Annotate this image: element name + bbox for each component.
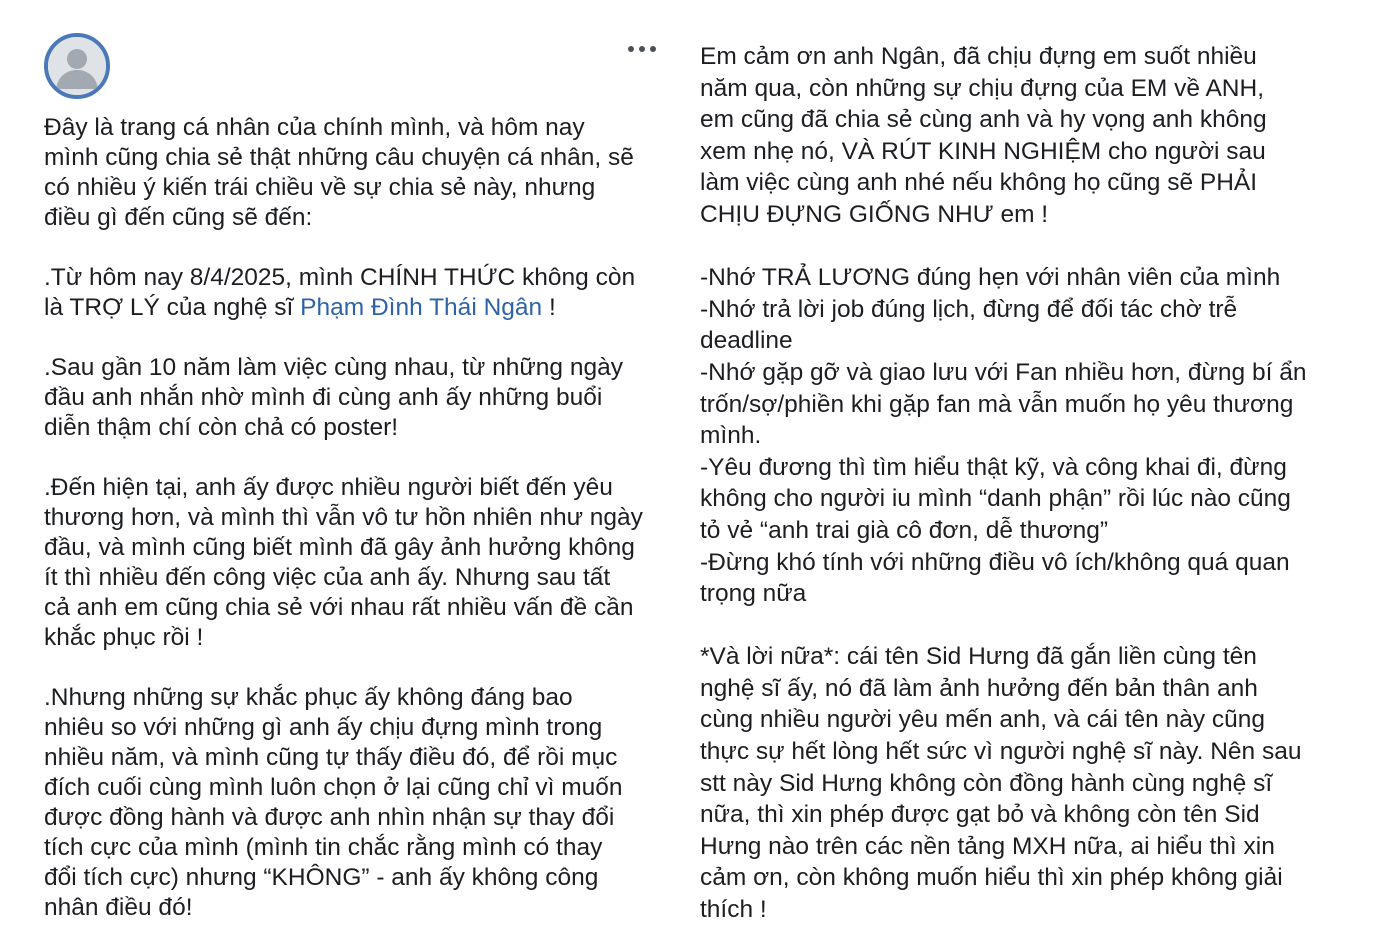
text-line: .Từ hôm nay 8/4/2025, mình CHÍNH THỨC không còn [44,264,636,291]
profile-mention-link[interactable]: Phạm Đình Thái Ngân [300,294,543,321]
text-line: cả anh em cũng chia sẻ với nhau rất nhiều vấn đề cần [44,594,634,621]
text-line: ít thì nhiều đến công việc của anh ấy. Nhưng sau tất [44,564,611,591]
text-line: thương hơn, và mình thì vẫn vô tư hồn nhiên như ngày [44,504,643,531]
text-line: stt này Sid Hưng không còn đồng hành cùng nghệ sĩ [700,769,1273,797]
text-line: *Và lời nữa*: cái tên Sid Hưng đã gắn liền cùng tên [700,643,1257,671]
paragraph-announcement [44,263,643,323]
post-body-right [700,41,1306,926]
text-line: Em cảm ơn anh Ngân, đã chịu đựng em suốt nhiều [700,43,1257,70]
post-body-left [44,113,643,923]
text-line: deadline [700,327,793,355]
text-line: .Đến hiện tại, anh ấy được nhiều người biết đến yêu [44,474,613,501]
text-line: -Yêu đương thì tìm hiểu thật kỹ, và công khai đi, đừng [700,453,1287,481]
text-line: Đây là trang cá nhân của chính mình, và hôm nay [44,114,585,141]
text-line: tích cực của mình (mình tin chắc rằng mình có thay [44,834,603,861]
post-left-panel [0,0,684,940]
paragraph-remedy [44,683,643,923]
more-options-icon [627,45,657,53]
text-line: có nhiều ý kiến trái chiều về sự chia sẻ này, nhưng [44,174,596,201]
text-line: năm qua, còn những sự chịu đựng của EM về ANH, [700,74,1265,102]
text-line: không cho người iu mình “danh phận” rồi lúc nào cũng [700,485,1291,513]
text-line: cảm ơn, còn không muốn hiểu thì xin phép không giải [700,864,1283,892]
text-line: thực sự hết lòng hết sức vì người nghệ sĩ này. Nên sau [700,738,1302,766]
paragraph-history [44,353,643,443]
text-line: đổi tích cực) nhưng “KHÔNG” - anh ấy không công [44,864,599,891]
text-line: nhân điều đó! [44,894,193,921]
text-line: nhiều năm, và mình cũng tự thấy điều đó, để rồi mục [44,744,618,771]
text-line: làm việc cùng anh nhé nếu không họ cũng sẽ PHẢI [700,169,1258,197]
text-line: em cũng đã chia sẻ cùng anh và hy vọng anh không [700,106,1267,134]
text-line: diễn thậm chí còn chả có poster! [44,414,399,441]
text-line: trốn/sợ/phiền khi gặp fan mà vẫn muốn họ yêu thương [700,390,1294,418]
text-line: mình cũng chia sẻ thật những câu chuyện cá nhân, sẽ [44,144,634,171]
text-line: .Sau gần 10 năm làm việc cùng nhau, từ những ngày [44,354,623,381]
text-line: khắc phục rồi ! [44,624,204,651]
text-line: nữa, thì xin phép được gạt bỏ và không còn tên Sid [700,801,1260,829]
text-segment: là TRỢ LÝ của nghệ sĩ [44,294,301,321]
text-line: trọng nữa [700,580,807,608]
paragraph-farewell [700,641,1306,925]
text-line: được đồng hành và được anh nhìn nhận sự thay đổi [44,804,615,831]
text-line: điều gì đến cũng sẽ đến: [44,204,313,231]
text-line: xem nhẹ nó, VÀ RÚT KINH NGHIỆM cho người sau [700,137,1266,165]
text-line: đích cuối cùng mình luôn chọn ở lại cũng chỉ vì muốn [44,774,623,801]
text-line: đầu, và mình cũng biết mình đã gây ảnh hưởng không [44,534,635,561]
text-line: thích ! [700,896,767,924]
text-line [44,293,643,323]
text-line: -Nhớ gặp gỡ và giao lưu với Fan nhiều hơn, đừng bí ẩn [700,358,1307,386]
text-line: .Nhưng những sự khắc phục ấy không đáng bao [44,684,573,711]
text-line: tỏ vẻ “anh trai già cô đơn, dễ thương” [700,516,1109,544]
text-line: Hưng nào trên các nền tảng MXH nữa, ai hiểu thì xin [700,832,1275,860]
text-line: -Nhớ TRẢ LƯƠNG đúng hẹn với nhân viên của mình [700,264,1281,292]
text-segment: ! [542,294,556,321]
text-line: -Đừng khó tính với những điều vô ích/không quá quan [700,548,1290,576]
default-avatar-icon [48,37,106,95]
text-line: cùng nhiều người yêu mến anh, và cái tên này cũng [700,706,1266,734]
text-line: nghệ sĩ ấy, nó đã làm ảnh hưởng đến bản thân anh [700,674,1258,702]
text-line: -Nhớ trả lời job đúng lịch, đừng để đối tác chờ trễ [700,295,1238,323]
text-line: nhiêu so với những gì anh ấy chịu đựng mình trong [44,714,603,741]
paragraph-intro [44,113,643,233]
more-options-button[interactable] [620,34,664,64]
paragraph-thanks [700,41,1306,231]
text-line: đầu anh nhắn nhờ mình đi cùng anh ấy những buổi [44,384,603,411]
avatar[interactable] [44,33,110,99]
text-line: mình. [700,422,762,450]
text-line: CHỊU ĐỰNG GIỐNG NHƯ em ! [700,200,1049,228]
paragraph-reminders [700,262,1306,610]
paragraph-present [44,473,643,653]
